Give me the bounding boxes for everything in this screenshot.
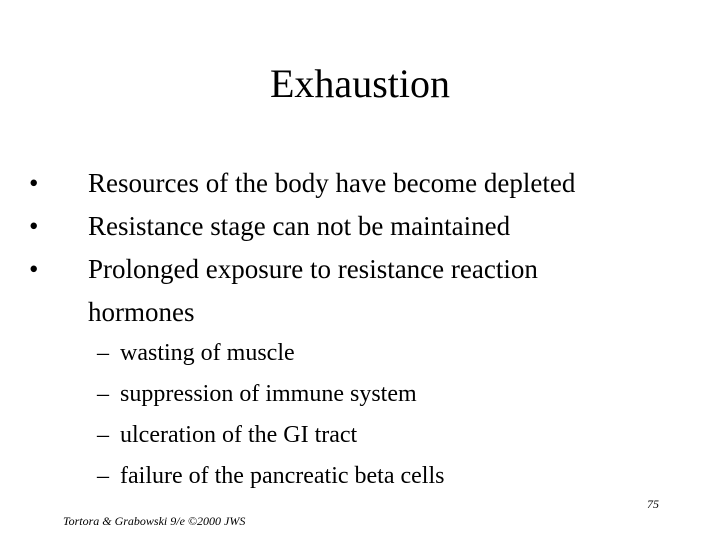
bullet-marker: • (29, 254, 39, 284)
sub-bullet-item (0, 374, 720, 415)
footer-credit: Tortora & Grabowski 9/e ©2000 JWS (63, 514, 246, 528)
bullet-text: Resistance stage can not be maintained (88, 211, 511, 241)
sub-bullet-text: ulceration of the GI tract (120, 422, 358, 448)
bullet-text: Prolonged exposure to resistance reaction hormones (88, 254, 538, 327)
bullet-item (0, 248, 648, 334)
dash-marker: – (97, 340, 109, 366)
dash-marker: – (97, 422, 109, 448)
sub-bullet-list (0, 333, 720, 497)
bullet-item (0, 205, 648, 248)
sub-bullet-item (0, 415, 720, 456)
sub-bullet-item (0, 333, 720, 374)
bullet-text: Resources of the body have become depleted (88, 168, 576, 198)
bullet-item (0, 162, 648, 205)
bullet-marker: • (29, 211, 39, 241)
sub-bullet-item (0, 456, 720, 497)
sub-bullet-text: suppression of immune system (120, 381, 417, 407)
bullet-marker: • (29, 168, 39, 198)
dash-marker: – (97, 463, 109, 489)
page-number: 75 (647, 497, 659, 511)
slide-title: Exhaustion (270, 61, 450, 106)
sub-bullet-text: failure of the pancreatic beta cells (120, 463, 445, 489)
dash-marker: – (97, 381, 109, 407)
bullet-list (0, 162, 720, 334)
sub-bullet-text: wasting of muscle (120, 340, 295, 366)
